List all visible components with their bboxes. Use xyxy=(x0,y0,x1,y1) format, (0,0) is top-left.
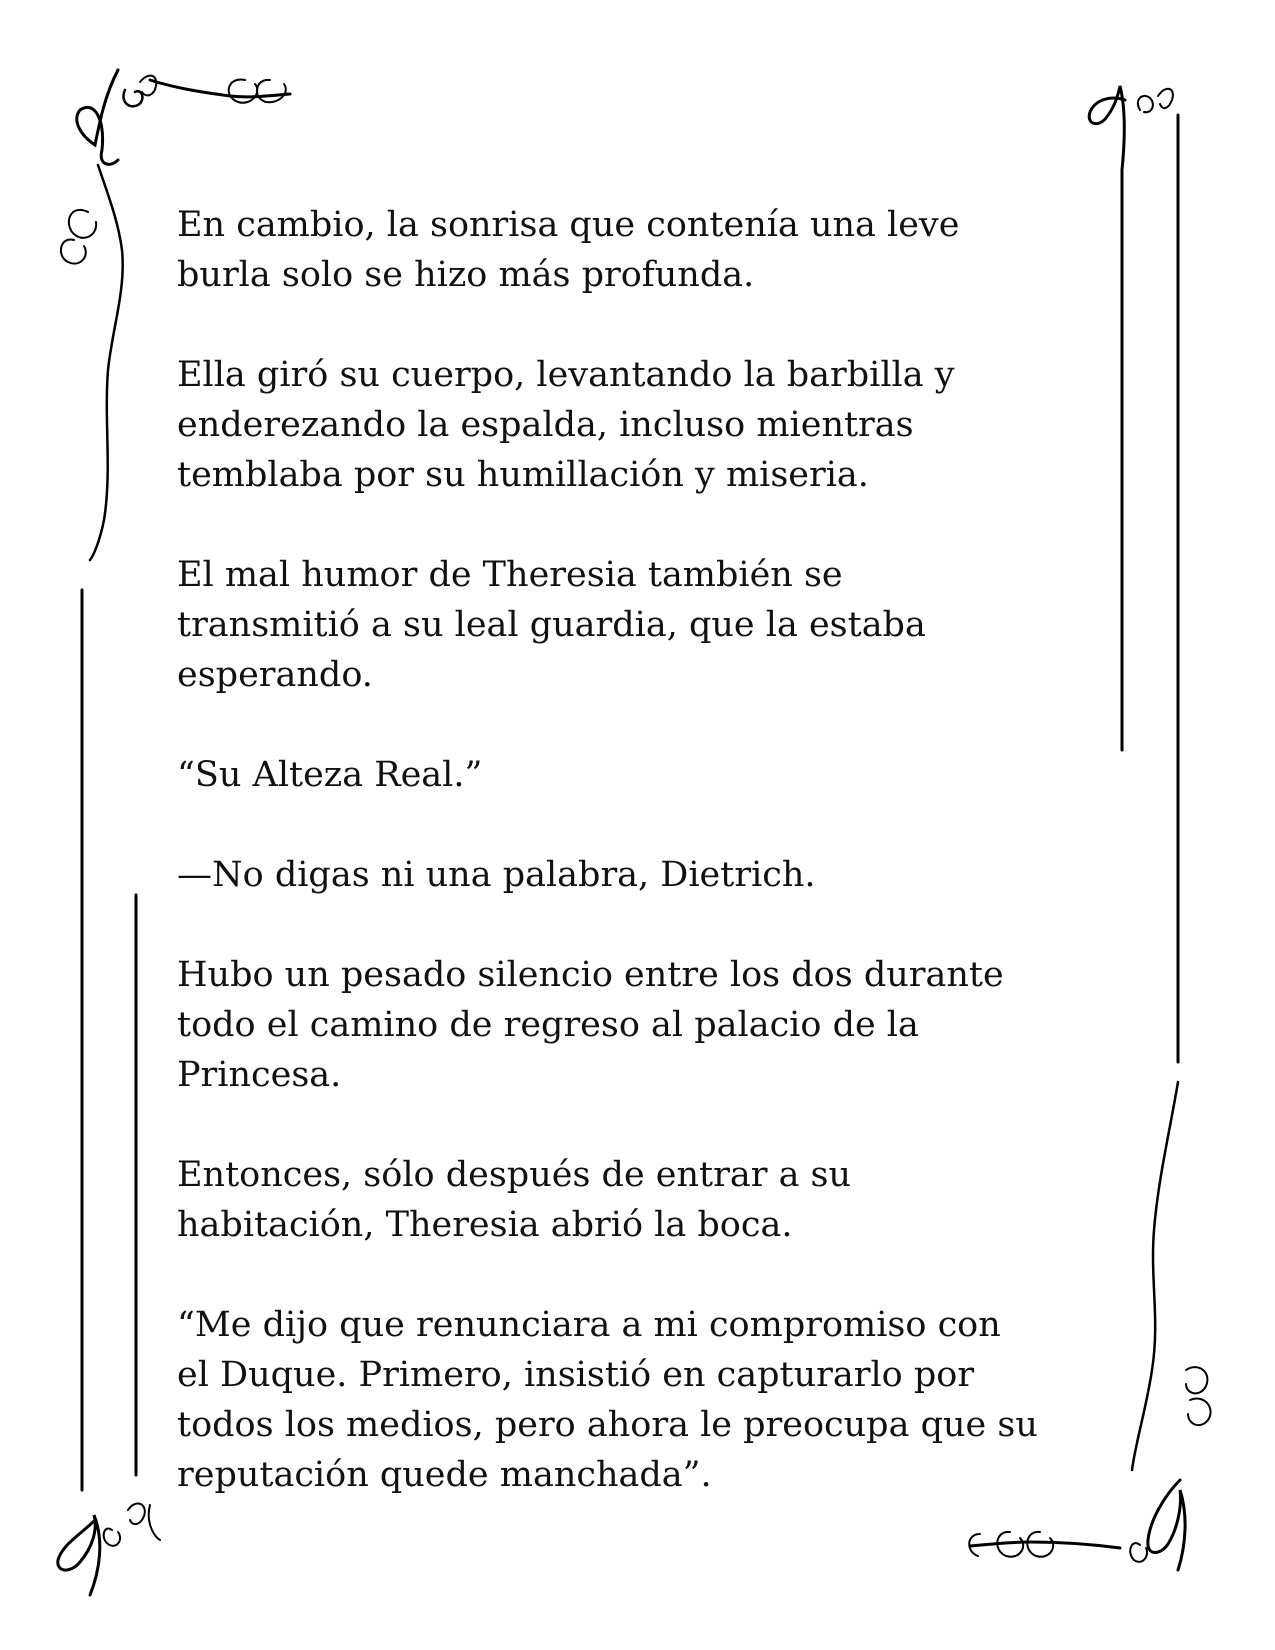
bottom-left-flourish-icon xyxy=(58,1503,160,1595)
paragraph: Hubo un pesado silencio entre los dos durante todo el camino de regreso al palacio de la Princesa. xyxy=(177,955,1004,1095)
paragraph: El mal humor de Theresia también se transmitió a su leal guardia, que la estaba esperando. xyxy=(177,555,926,695)
top-right-flourish-icon xyxy=(1089,86,1173,170)
paragraph: Ella giró su cuerpo, levantando la barbilla y enderezando la espalda, incluso mientras temblaba por su humillación y miseria. xyxy=(177,355,955,495)
dialogue-line: —No digas ni una palabra, Dietrich. xyxy=(177,855,816,895)
dialogue-line: “Su Alteza Real.” xyxy=(177,755,483,795)
dialogue-line: “Me dijo que renunciara a mi compromiso con el Duque. Primero, insistió en capturarlo por todos los medios, pero ahora le preocupa que su reputación quede manchada”. xyxy=(177,1305,1038,1495)
story-text xyxy=(177,200,1107,1550)
paragraph: En cambio, la sonrisa que contenía una leve burla solo se hizo más profunda. xyxy=(177,205,960,295)
paragraph: Entonces, sólo después de entrar a su habitación, Theresia abrió la boca. xyxy=(177,1155,852,1245)
